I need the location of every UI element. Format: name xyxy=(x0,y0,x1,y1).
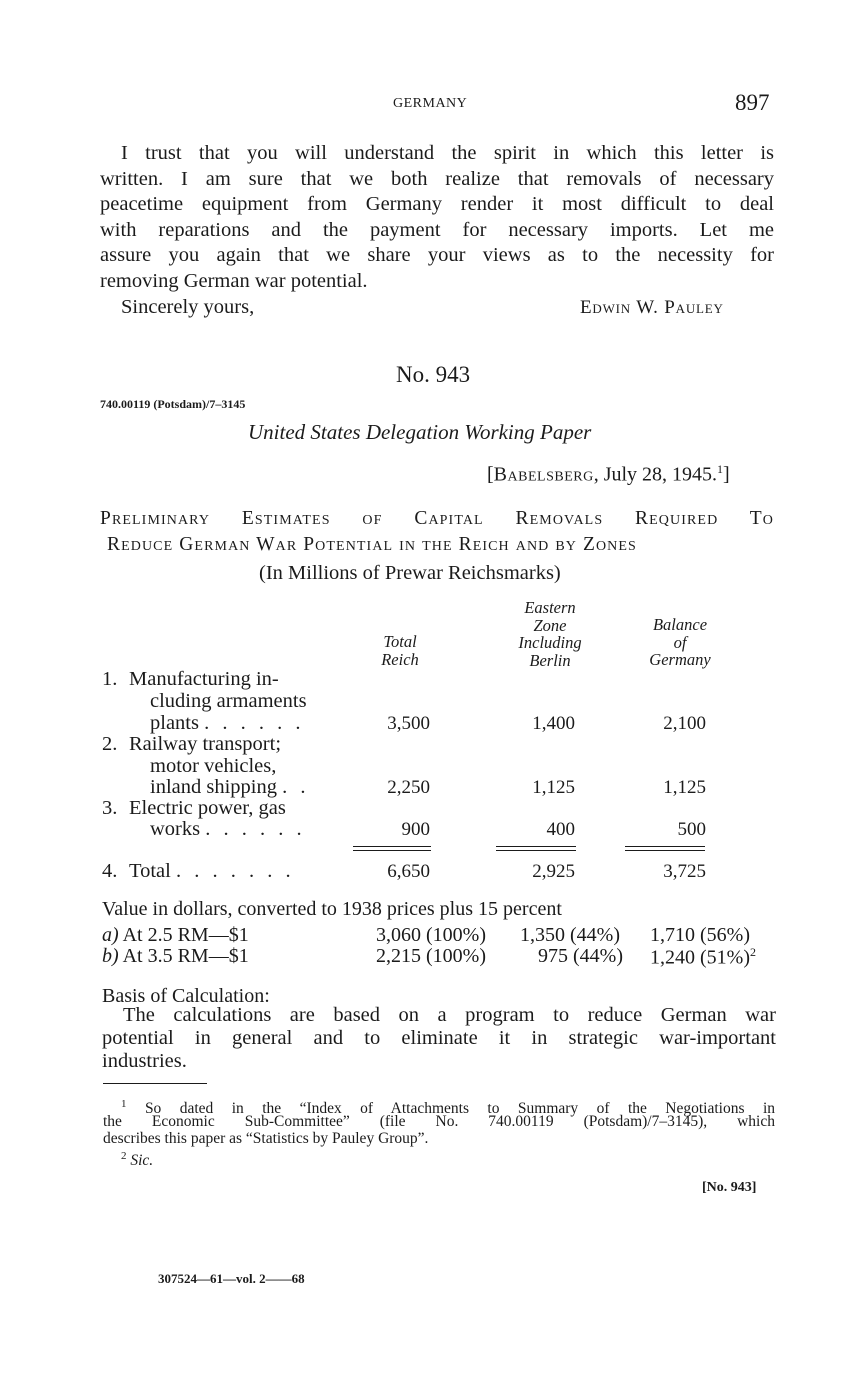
document-number: No. 943 xyxy=(396,362,471,387)
column-header-line: Total xyxy=(383,632,417,651)
basis-paragraph xyxy=(102,1004,776,1073)
conversion-cell: 2,215 (100%) xyxy=(376,945,486,967)
conversion-cell: 975 (44%) xyxy=(538,945,623,967)
basis-line: potential in general and to eliminate it in strategic war-important xyxy=(102,1027,776,1049)
conversion-label: At 2.5 RM—$1 xyxy=(122,924,249,946)
file-number: 740.00119 (Potsdam)/7–3145 xyxy=(100,397,246,411)
table-cell: 900 xyxy=(401,819,430,840)
table-row-number: 4. xyxy=(102,860,118,882)
table-row-label: motor vehicles, xyxy=(150,755,277,777)
table-row-label: Manufacturing in- xyxy=(129,668,279,690)
conversion-cell-text: 1,240 (51%) xyxy=(650,946,750,969)
table-row-label: cluding armaments xyxy=(150,690,307,712)
table-row-label xyxy=(150,712,304,735)
basis-line: The calculations are based on a program to reduce German war xyxy=(123,1004,776,1026)
letter-line: peacetime equipment from Germany render it most difficult to deal xyxy=(100,193,774,215)
footnote-ref-1: 1 xyxy=(717,462,724,476)
sum-rule xyxy=(496,846,576,847)
letter-closing: Sincerely yours, xyxy=(121,296,255,318)
table-row-label: Railway transport; xyxy=(129,733,282,755)
footnote-mark: 2 xyxy=(121,1150,127,1162)
footnote-2 xyxy=(121,1148,321,1170)
conversion-letter: b) xyxy=(102,945,119,967)
letter-line: written. I am sure that we both realize that removals of necessary xyxy=(100,167,774,190)
table-total-label xyxy=(129,860,295,883)
conversion-cell: 3,060 (100%) xyxy=(376,924,486,946)
letter-signature: Edwin W. Pauley xyxy=(580,297,724,318)
printer-imprint: 307524—61—vol. 2——68 xyxy=(158,1271,305,1286)
column-header-balance-germany xyxy=(630,616,730,669)
letter-line: removing German war potential. xyxy=(100,269,368,292)
conversion-intro: Value in dollars, converted to 1938 prices plus 15 percent xyxy=(102,898,562,920)
column-header-total-reich xyxy=(360,633,440,668)
sum-rule xyxy=(625,846,705,847)
dot-leader: . . . . . . xyxy=(204,712,305,734)
letter-line: I trust that you will understand the spirit in which this letter is xyxy=(121,142,774,164)
table-total-cell: 2,925 xyxy=(532,861,575,882)
column-header-eastern-zone xyxy=(500,599,600,669)
table-cell: 1,400 xyxy=(532,713,575,734)
table-cell: 400 xyxy=(546,819,575,840)
footnote-text: So dated in the “Index of Attachments to Summary of the Negotiations in xyxy=(144,1100,775,1118)
dot-leader: . . . . . . xyxy=(205,818,306,840)
conversion-letter: a) xyxy=(102,924,119,946)
conversion-cell: 1,710 (56%) xyxy=(650,924,750,946)
dateline-place: Babelsberg xyxy=(493,463,594,486)
table-heading-line-1: Preliminary Estimates of Capital Removals Required To xyxy=(100,508,774,529)
running-head: GERMANY xyxy=(393,96,468,111)
sum-rule xyxy=(353,846,431,847)
footnote-line xyxy=(121,1148,321,1170)
dot-leader: . . . . . . . xyxy=(175,860,295,882)
dateline-close: ] xyxy=(723,463,730,486)
column-header-line: Zone xyxy=(533,615,567,635)
table-total-label-text: Total xyxy=(129,860,171,882)
table-cell: 3,500 xyxy=(387,713,430,734)
table-row-label-text: plants xyxy=(150,712,199,734)
dateline-open: [ xyxy=(487,463,494,486)
footnote-1 xyxy=(103,1096,775,1147)
table-heading-line-2: Reduce German War Potential in the Reich and by Zones xyxy=(107,534,637,555)
conversion-cell: 1,350 (44%) xyxy=(520,924,620,946)
table-row-label-text: works xyxy=(150,818,201,840)
table-row-label xyxy=(150,776,309,799)
footnote-line xyxy=(103,1096,775,1118)
column-header-line: Eastern xyxy=(524,598,576,617)
conversion-cell xyxy=(650,945,756,970)
document-title: United States Delegation Working Paper xyxy=(248,420,592,444)
table-cell: 1,125 xyxy=(663,777,706,798)
table-total-cell: 6,650 xyxy=(387,861,430,882)
table-cell: 1,125 xyxy=(532,777,575,798)
table-cell: 500 xyxy=(677,819,706,840)
sum-rule xyxy=(496,850,576,851)
dot-leader: . . xyxy=(282,776,310,798)
letter-line: with reparations and the payment for necessary imports. Let me xyxy=(100,218,774,241)
basis-line: industries. xyxy=(102,1050,187,1072)
footnote-line: describes this paper as “Statistics by Pauley Group”. xyxy=(103,1130,429,1147)
column-header-line: Berlin xyxy=(529,650,571,670)
conversion-label: At 3.5 RM—$1 xyxy=(122,945,249,967)
dateline xyxy=(487,462,730,487)
table-row-label: Electric power, gas xyxy=(129,797,286,819)
table-row-number: 1. xyxy=(102,668,118,690)
footnote-text: Sic. xyxy=(130,1152,154,1170)
sum-rule xyxy=(353,850,431,851)
footnote-mark: 1 xyxy=(121,1098,127,1110)
table-row-number: 3. xyxy=(102,797,118,819)
sum-rule xyxy=(625,850,705,851)
table-cell: 2,250 xyxy=(387,777,430,798)
column-header-line: Including xyxy=(518,633,582,652)
column-header-line: Germany xyxy=(649,650,711,669)
footnote-ref-2: 2 xyxy=(749,945,756,959)
table-row-number: 2. xyxy=(102,733,118,755)
footnote-line: the Economic Sub-Committee” (file No. 740.00119 (Potsdam)/7–3145), which xyxy=(103,1113,775,1130)
table-row-label xyxy=(150,818,306,841)
table-cell: 2,100 xyxy=(663,713,706,734)
table-unit: (In Millions of Prewar Reichsmarks) xyxy=(259,562,561,584)
page-number: 897 xyxy=(735,90,770,115)
footnote-rule xyxy=(103,1083,207,1084)
table-total-cell: 3,725 xyxy=(663,861,706,882)
column-header-line: Balance xyxy=(652,615,708,634)
basis-heading: Basis of Calculation: xyxy=(102,985,270,1007)
document-reference: [No. 943] xyxy=(702,1180,757,1195)
dateline-date: , July 28, 1945. xyxy=(593,463,718,486)
letter-paragraph xyxy=(100,141,774,294)
conversion-row-b xyxy=(102,945,249,968)
table-row-label-text: inland shipping xyxy=(150,776,277,798)
column-header-line: Reich xyxy=(381,649,419,669)
conversion-row-a xyxy=(102,924,249,947)
column-header-line: of xyxy=(673,632,687,652)
letter-line: assure you again that we share your views as to the necessity for xyxy=(100,244,774,266)
